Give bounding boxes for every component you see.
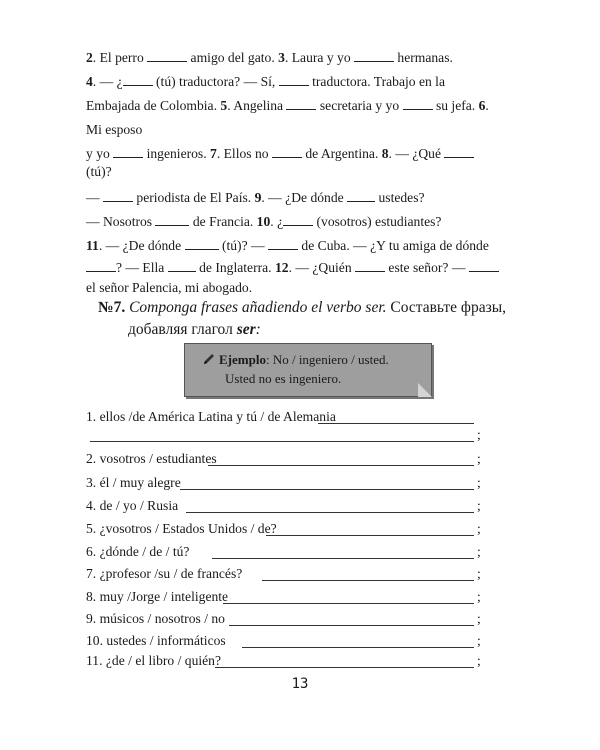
blank[interactable] (279, 73, 309, 86)
blank[interactable] (354, 49, 394, 62)
blank[interactable] (286, 97, 316, 110)
exercise-item-10: 10. ustedes / informáticos (86, 633, 226, 648)
blank[interactable] (147, 49, 187, 62)
exercise-item-6: 6. ¿dónde / de / tú? (86, 544, 190, 559)
semicolon: ; (477, 498, 481, 513)
blank[interactable] (123, 73, 153, 86)
exercise-item-3: 3. él / muy alegre (86, 475, 181, 490)
answer-line-8[interactable] (223, 602, 474, 604)
blank[interactable] (268, 237, 298, 250)
answer-line-7[interactable] (262, 579, 474, 581)
semicolon: ; (477, 589, 481, 604)
sentence-line-6: (tú)? (86, 164, 112, 179)
answer-line-2[interactable] (208, 464, 474, 466)
blank[interactable] (113, 145, 143, 158)
sentence-line-1: 2. El perro amigo del gato. 3. Laura y yo hermanas. (86, 50, 453, 65)
blank[interactable] (469, 259, 499, 272)
answer-line-3[interactable] (180, 488, 474, 490)
exercise-number: №7. (98, 299, 126, 316)
blank[interactable] (86, 259, 116, 272)
semicolon: ; (477, 475, 481, 490)
exercise-heading: №7. Componga frases añadiendo el verbo ser. Составьте фразы, добавляя глагол ser: (98, 299, 507, 338)
exercise-item-9: 9. músicos / nosotros / no (86, 611, 225, 626)
blank[interactable] (283, 213, 313, 226)
sentence-line-11: el señor Palencia, mi abogado. (86, 280, 253, 295)
semicolon: ; (477, 633, 481, 648)
example-prompt: : No / ingeniero / usted. (265, 352, 389, 367)
exercise-item-2: 2. vosotros / estudiantes (86, 451, 217, 466)
exercise-item-4: 4. de / yo / Rusia (86, 498, 179, 513)
exercise-item-8: 8. muy /Jorge / inteligente (86, 589, 229, 604)
page-curl (418, 383, 432, 397)
pen-icon (203, 353, 215, 365)
answer-line-11[interactable] (215, 666, 474, 668)
semicolon: ; (477, 653, 481, 668)
semicolon: ; (477, 521, 481, 536)
example-box (184, 343, 432, 397)
sentence-line-3: Embajada de Colombia. 5. Angelina secretaria y yo su jefa. 6. (86, 98, 489, 113)
blank[interactable] (347, 189, 375, 202)
semicolon: ; (477, 611, 481, 626)
instruction-verb: ser (236, 321, 256, 338)
sentence-line-4: Mi esposo (86, 122, 143, 137)
semicolon: ; (477, 451, 481, 466)
instruction-ru-2: добавляя глагол (128, 321, 233, 338)
answer-line-4[interactable] (186, 511, 474, 513)
semicolon: ; (477, 427, 481, 442)
page-number: 13 (291, 676, 309, 692)
blank[interactable] (403, 97, 433, 110)
exercise-item-11: 11. ¿de / el libro / quién? (86, 653, 222, 668)
answer-line-1[interactable] (318, 422, 474, 424)
exercise-item-1: 1. ellos /de América Latina y tú / de Alemania (86, 409, 336, 424)
blank[interactable] (185, 237, 219, 250)
blank[interactable] (103, 189, 133, 202)
answer-line-5[interactable] (266, 534, 474, 536)
blank[interactable] (272, 145, 302, 158)
instruction-ru-1: Составьте фразы, (390, 299, 507, 316)
semicolon: ; (477, 566, 481, 581)
blank[interactable] (444, 145, 474, 158)
answer-line-9[interactable] (229, 624, 474, 626)
sentence-line-2: 4. — ¿ (tú) traductora? — Sí, traductora. Trabajo en la (86, 74, 445, 89)
example-answer: Usted no es ingeniero. (225, 371, 342, 386)
answer-line-6[interactable] (212, 557, 474, 559)
semicolon: ; (477, 544, 481, 559)
example-label: Ejemplo (219, 352, 266, 367)
sentence-line-5: y yo ingenieros. 7. Ellos no de Argentina. 8. — ¿Qué (86, 145, 474, 163)
sentence-line-8: — Nosotros de Francia. 10. ¿ (vosotros) estudiantes? (86, 214, 442, 229)
sentence-line-10: ? — Ella de Inglaterra. 12. — ¿Quién este señor? — (86, 259, 499, 277)
answer-line-10[interactable] (242, 646, 474, 648)
instruction-es: Componga frases añadiendo el verbo ser. (129, 299, 387, 316)
blank[interactable] (168, 259, 196, 272)
sentence-line-7: — periodista de El País. 9. — ¿De dónde ustedes? (86, 190, 425, 205)
exercise-item-7: 7. ¿profesor /su / de francés? (86, 566, 243, 581)
blank[interactable] (355, 259, 385, 272)
exercise-item-5: 5. ¿vosotros / Estados Unidos / de? (86, 521, 277, 536)
blank[interactable] (155, 213, 189, 226)
sentence-line-9: 11. — ¿De dónde (tú)? — de Cuba. — ¿Y tu amiga de dónde (86, 238, 489, 253)
answer-line-1b[interactable] (90, 440, 474, 442)
